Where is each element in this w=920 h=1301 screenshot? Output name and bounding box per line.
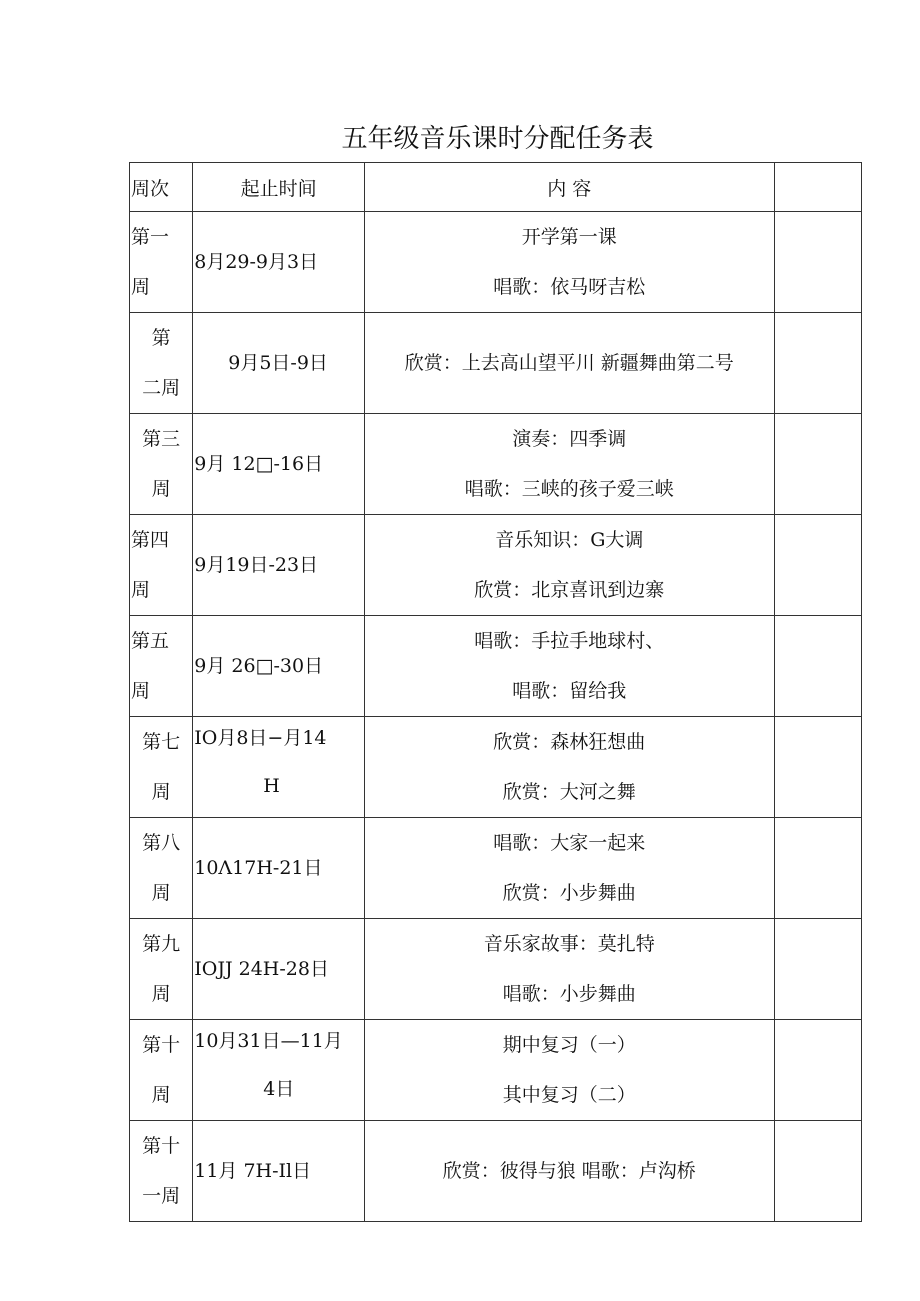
- week-label: 周: [131, 579, 151, 601]
- date-range: 10Λ17H-21日: [194, 857, 323, 879]
- content-line: 音乐知识：G大调: [495, 529, 644, 551]
- content-cell: [364, 818, 774, 919]
- content-cell: [364, 616, 774, 717]
- date-cell: [193, 1121, 365, 1222]
- date-cell: [193, 1020, 365, 1121]
- week-label: 周: [151, 983, 171, 1005]
- content-line: 唱歌：依马呀吉松: [493, 276, 646, 298]
- date-cell: [193, 616, 365, 717]
- table-row: [130, 1121, 862, 1222]
- week-label: 第十: [142, 1034, 181, 1056]
- content-line: 唱歌：大家一起来: [493, 832, 646, 854]
- week-cell: [130, 1121, 193, 1222]
- week-label: 周: [131, 276, 151, 298]
- week-cell: [130, 212, 193, 313]
- extra-cell: [774, 717, 861, 818]
- date-cell: [193, 212, 365, 313]
- week-cell: [130, 515, 193, 616]
- extra-cell: [774, 1020, 861, 1121]
- date-range: 8月29-9月3日: [194, 251, 319, 273]
- content-cell: [364, 717, 774, 818]
- week-label: 第三: [142, 428, 181, 450]
- content-line: 演奏：四季调: [512, 428, 627, 450]
- date-range: 10月31日—11月: [194, 1030, 343, 1052]
- week-label: 一周: [142, 1185, 181, 1207]
- date-cell: [193, 919, 365, 1020]
- table-row: [130, 818, 862, 919]
- table-row: [130, 313, 862, 414]
- content-line: 开学第一课: [521, 226, 617, 248]
- content-line: 唱歌：留给我: [512, 680, 627, 702]
- content-line: 欣赏：彼得与狼 唱歌：卢沟桥: [442, 1160, 696, 1182]
- week-label: 周: [151, 478, 171, 500]
- content-line: 期中复习（一）: [502, 1034, 636, 1056]
- extra-cell: [774, 616, 861, 717]
- header-week: 周次: [130, 163, 193, 212]
- date-cell: [193, 717, 365, 818]
- content-line: 欣赏：上去高山望平川 新疆舞曲第二号: [404, 352, 734, 374]
- table-row: [130, 717, 862, 818]
- week-cell: [130, 313, 193, 414]
- content-cell: [364, 1020, 774, 1121]
- week-cell: [130, 616, 193, 717]
- extra-cell: [774, 414, 861, 515]
- week-cell: [130, 414, 193, 515]
- week-label: 周: [151, 781, 171, 803]
- week-label: 第九: [142, 933, 181, 955]
- date-range: 9月19日-23日: [194, 554, 319, 576]
- content-line: 唱歌：手拉手地球村、: [474, 630, 665, 652]
- week-label: 第五: [131, 630, 170, 652]
- date-range: IO月8日−月14: [194, 727, 327, 749]
- week-label: 周: [151, 1084, 171, 1106]
- week-cell: [130, 818, 193, 919]
- week-label: 周: [151, 882, 171, 904]
- week-cell: [130, 717, 193, 818]
- date-cell: [193, 313, 365, 414]
- extra-cell: [774, 313, 861, 414]
- week-cell: [130, 1020, 193, 1121]
- table-row: [130, 919, 862, 1020]
- content-line: 唱歌：小步舞曲: [502, 983, 636, 1005]
- header-content: 内 容: [364, 163, 774, 212]
- content-cell: [364, 414, 774, 515]
- extra-cell: [774, 515, 861, 616]
- table-row: [130, 515, 862, 616]
- table-row: [130, 1020, 862, 1121]
- content-cell: [364, 515, 774, 616]
- content-cell: [364, 1121, 774, 1222]
- week-label: 第一: [131, 226, 170, 248]
- week-label: 第七: [142, 731, 181, 753]
- table-row: [130, 414, 862, 515]
- date-range: 4日: [263, 1078, 295, 1100]
- date-range: 9月5日-9日: [228, 352, 328, 374]
- content-cell: [364, 919, 774, 1020]
- week-label: 周: [131, 680, 151, 702]
- content-line: 欣赏：北京喜讯到边寨: [474, 579, 665, 601]
- extra-cell: [774, 212, 861, 313]
- extra-cell: [774, 919, 861, 1020]
- extra-cell: [774, 1121, 861, 1222]
- header-date: 起止时间: [193, 163, 365, 212]
- extra-cell: [774, 818, 861, 919]
- header-extra: [774, 163, 861, 212]
- week-label: 第十: [142, 1135, 181, 1157]
- content-line: 其中复习（二）: [502, 1084, 636, 1106]
- date-range: H: [263, 775, 280, 797]
- schedule-table: [129, 162, 862, 1222]
- table-row: [130, 212, 862, 313]
- date-range: 9月 12□-16日: [194, 453, 324, 475]
- date-cell: [193, 818, 365, 919]
- week-label: 第八: [142, 832, 181, 854]
- week-label: 二周: [142, 377, 181, 399]
- date-cell: [193, 414, 365, 515]
- date-range: IOJJ 24H-28日: [194, 958, 329, 980]
- content-line: 唱歌：三峡的孩子爱三峡: [464, 478, 674, 500]
- date-range: 11月 7H-Il日: [194, 1160, 312, 1182]
- week-label: 第四: [131, 529, 170, 551]
- week-label: 第: [151, 327, 171, 349]
- table-header-row: [130, 163, 862, 212]
- week-cell: [130, 919, 193, 1020]
- date-range: 9月 26□-30日: [194, 655, 324, 677]
- content-line: 欣赏：大河之舞: [502, 781, 636, 803]
- content-line: 欣赏：小步舞曲: [502, 882, 636, 904]
- date-cell: [193, 515, 365, 616]
- content-line: 欣赏：森林狂想曲: [493, 731, 646, 753]
- page-title: 五年级音乐课时分配任务表: [341, 124, 654, 154]
- content-cell: [364, 313, 774, 414]
- content-line: 音乐家故事：莫扎特: [483, 933, 655, 955]
- content-cell: [364, 212, 774, 313]
- table-row: [130, 616, 862, 717]
